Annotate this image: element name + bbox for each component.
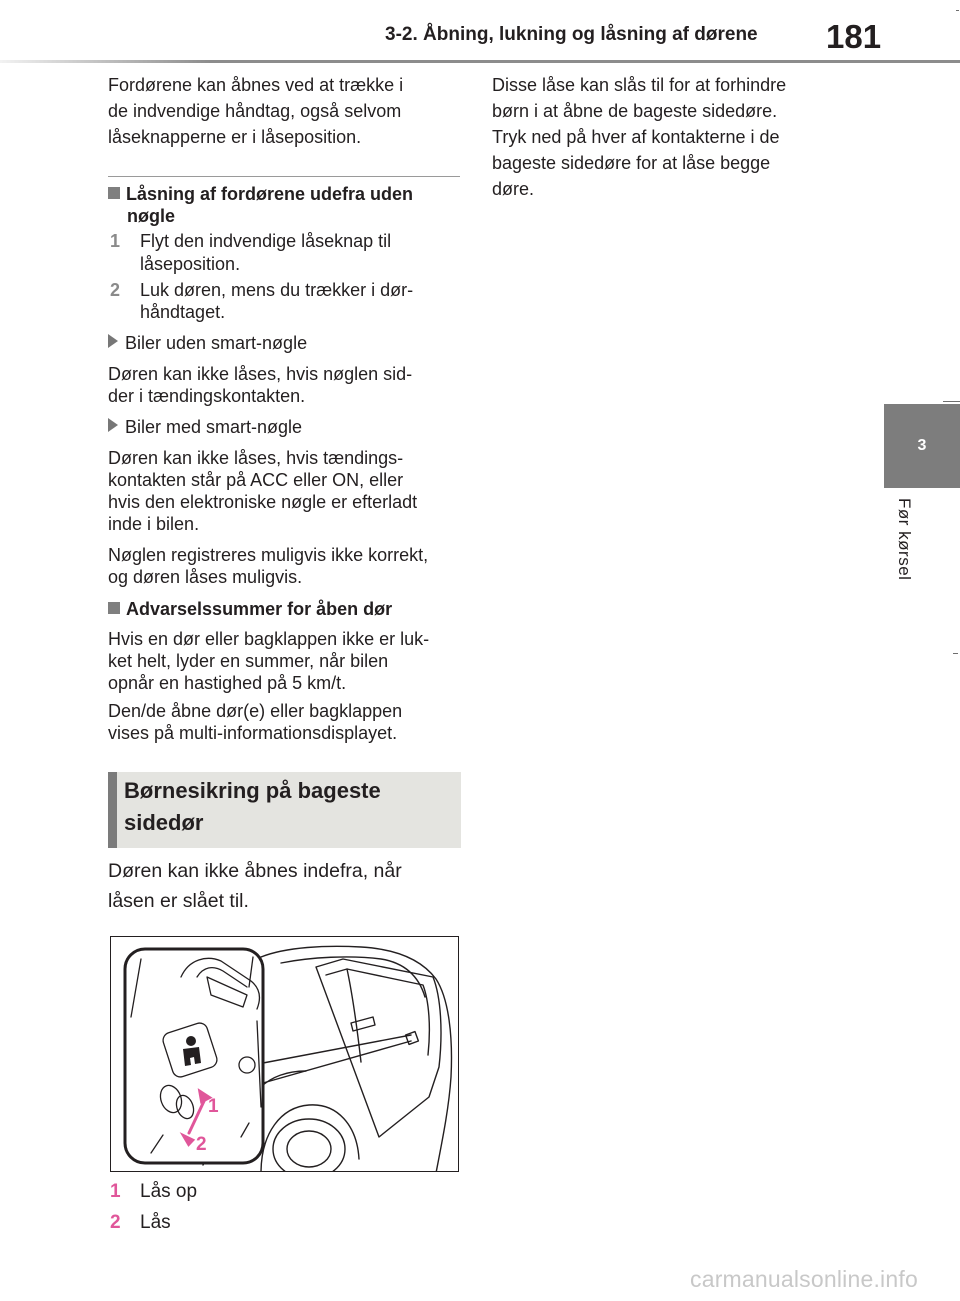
body-text: ket helt, lyder en summer, når bilen: [108, 651, 389, 671]
watermark: carmanualsonline.info: [690, 1266, 918, 1292]
intro-line: de indvendige håndtag, også selvom: [108, 101, 402, 121]
square-bullet-icon: [108, 602, 120, 614]
buzzer-section-title: [108, 598, 392, 620]
child-lock-intro: Døren kan ikke åbnes indefra, når: [108, 860, 402, 882]
header-divider: [0, 60, 960, 63]
step-number: 2: [110, 280, 121, 300]
locking-title-line: Låsning af fordørene udefra uden: [126, 184, 414, 204]
buzzer-title: Advarselssummer for åben dør: [126, 599, 393, 619]
crop-mark: [956, 10, 959, 11]
chapter-number: 3: [917, 437, 927, 454]
right-text-line: Disse låse kan slås til for at forhindre: [492, 75, 787, 95]
locking-section-title: [108, 183, 413, 205]
page-number: 181: [826, 18, 882, 55]
body-text: Døren kan ikke låses, hvis nøglen sid-: [108, 364, 413, 384]
chapter-tab: [884, 404, 960, 488]
right-text-line: bageste sidedøre for at låse begge: [492, 153, 771, 173]
crop-mark: [943, 401, 960, 402]
step-text: Luk døren, mens du trækker i dør-: [140, 280, 414, 300]
child-lock-intro: låsen er slået til.: [108, 890, 249, 912]
step-text: låseposition.: [140, 254, 241, 274]
body-text: vises på multi-informationsdisplayet.: [108, 723, 398, 743]
triangle-bullet-icon: [108, 334, 118, 348]
right-text-line: Tryk ned på hver af kontakterne i de: [492, 127, 780, 147]
intro-line: låseknapperne er i låseposition.: [108, 127, 362, 147]
child-lock-illustration: [110, 936, 459, 1172]
figure-label-1: 1: [208, 1096, 219, 1117]
locking-title-line: nøgle: [127, 206, 175, 226]
legend-label: Lås: [140, 1212, 171, 1233]
intro-line: Fordørene kan åbnes ved at trække i: [108, 75, 404, 95]
square-bullet-icon: [108, 187, 120, 199]
body-text: og døren låses muligvis.: [108, 567, 303, 587]
child-lock-heading: [124, 775, 444, 839]
section-header-title: 3-2. Åbning, lukning og låsning af dørene: [385, 24, 758, 45]
right-text-line: døre.: [492, 179, 535, 199]
heading-line: Børnesikring på bageste: [124, 778, 381, 803]
body-text: Den/de åbne dør(e) eller bagklappen: [108, 701, 403, 721]
legend-number: 2: [110, 1212, 121, 1233]
body-text: kontakten står på ACC eller ON, eller: [108, 470, 404, 490]
heading-line: sidedør: [124, 810, 204, 835]
body-text: der i tændingskontakten.: [108, 386, 306, 406]
right-text-line: børn i at åbne de bageste sidedøre.: [492, 101, 778, 121]
sub-label: Biler uden smart-nøgle: [125, 333, 308, 353]
section-divider: [108, 176, 460, 177]
step-number: 1: [110, 231, 121, 251]
step-text: Flyt den indvendige låseknap til: [140, 231, 392, 251]
sub-label: Biler med smart-nøgle: [125, 417, 303, 437]
legend-number: 1: [110, 1181, 121, 1202]
body-text: hvis den elektroniske nøgle er efterladt: [108, 492, 418, 512]
without-smart-key-label: [108, 332, 307, 354]
legend-label: Lås op: [140, 1181, 198, 1202]
figure-label-2: 2: [196, 1134, 207, 1155]
body-text: opnår en hastighed på 5 km/t.: [108, 673, 347, 693]
body-text: Hvis en dør eller bagklappen ikke er luk-: [108, 629, 430, 649]
body-text: Nøglen registreres muligvis ikke korrekt,: [108, 545, 429, 565]
body-text: inde i bilen.: [108, 514, 200, 534]
crop-mark: [953, 653, 958, 654]
with-smart-key-label: [108, 416, 302, 438]
chapter-name: Før kørsel: [895, 498, 914, 581]
rear-door-illustration: [111, 937, 459, 1172]
step-text: håndtaget.: [140, 302, 226, 322]
triangle-bullet-icon: [108, 418, 118, 432]
body-text: Døren kan ikke låses, hvis tændings-: [108, 448, 404, 468]
